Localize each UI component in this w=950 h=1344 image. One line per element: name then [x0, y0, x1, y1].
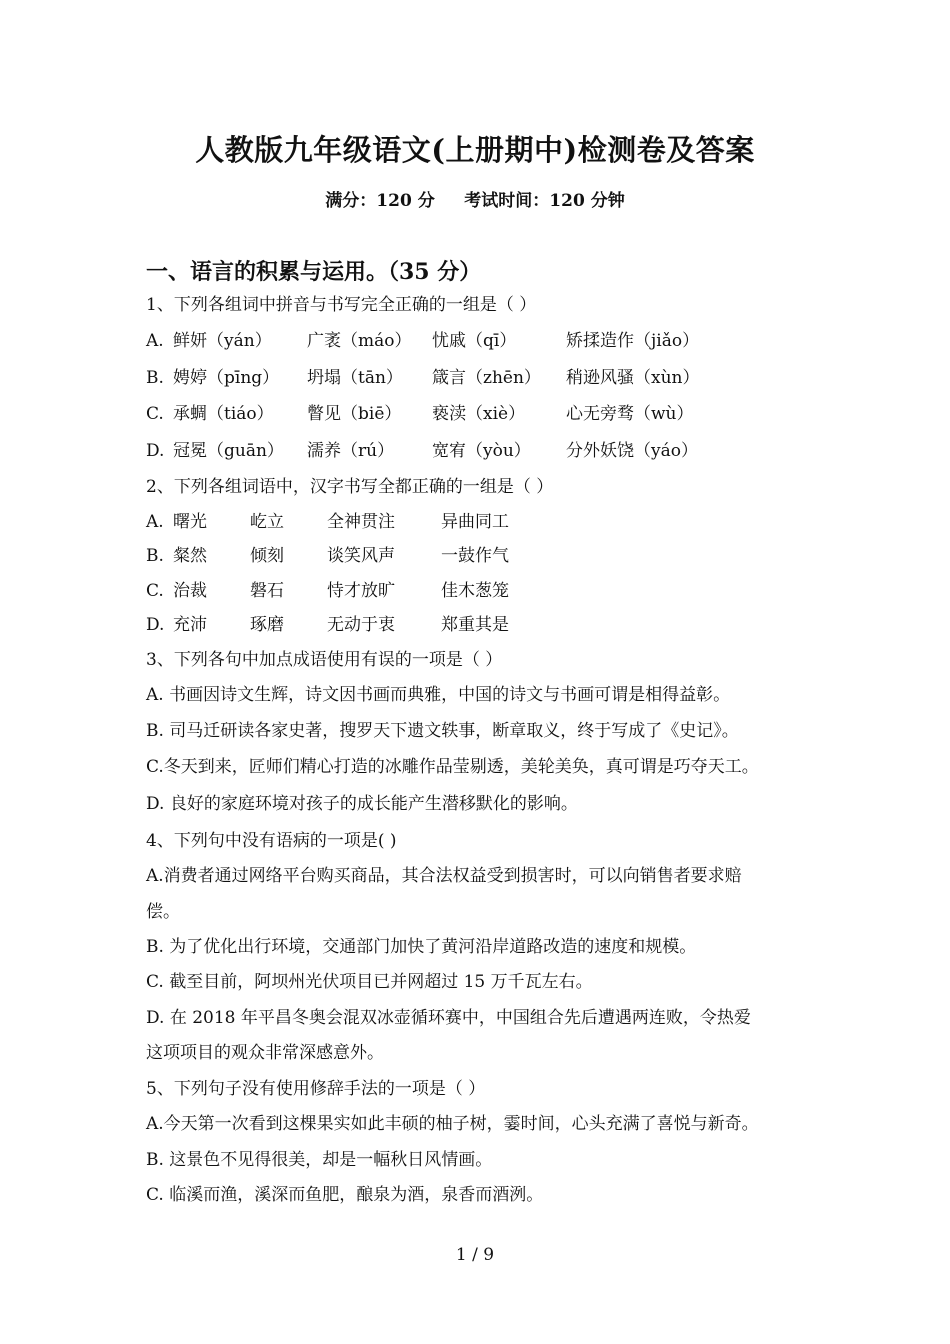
document-title: 人教版九年级语文(上册期中)检测卷及答案 — [195, 133, 755, 167]
q5-option-b: B. 这景色不见得很美，却是一幅秋日风情画。 — [146, 1150, 493, 1170]
option-item: 分外妖饶（yáo） — [566, 441, 698, 461]
q3-option-d: D. 良好的家庭环境对孩子的成长能产生潜移默化的影响。 — [146, 794, 578, 814]
question-4-stem: 4、下列句中没有语病的一项是( ) — [146, 831, 397, 851]
option-item: 曙光 — [173, 512, 207, 532]
q5-option-a: A.今天第一次看到这棵果实如此丰硕的柚子树，霎时间，心头充满了喜悦与新奇。 — [146, 1114, 759, 1134]
option-item: 恃才放旷 — [327, 581, 395, 601]
option-item: 谈笑风声 — [327, 546, 395, 566]
option-item: 磐石 — [250, 581, 284, 601]
option-label: B. — [146, 368, 164, 388]
option-item: 心无旁骛（wù） — [566, 404, 694, 424]
option-item: 鲜妍（yán） — [173, 331, 272, 351]
option-item: 粲然 — [173, 546, 207, 566]
question-2-stem: 2、下列各组词语中，汉字书写全都正确的一组是（ ） — [146, 477, 554, 497]
option-item: 濡养（rú） — [307, 441, 395, 461]
question-3-stem: 3、下列各句中加点成语使用有误的一项是（ ） — [146, 650, 503, 670]
option-label: D. — [146, 441, 165, 461]
q5-option-c: C. 临溪而渔，溪深而鱼肥，酿泉为酒，泉香而酒洌。 — [146, 1185, 544, 1205]
exam-info: 满分：120 分 考试时间：120 分钟 — [325, 191, 625, 211]
option-item: 琢磨 — [250, 615, 284, 635]
option-item: 瞥见（biē） — [307, 404, 402, 424]
option-item: 亵渎（xiè） — [432, 404, 526, 424]
option-label: C. — [146, 404, 164, 424]
q4-option-d-cont: 这项项目的观众非常深感意外。 — [146, 1043, 384, 1063]
option-label: A. — [146, 512, 164, 532]
option-item: 郑重其是 — [441, 615, 509, 635]
option-label: D. — [146, 615, 165, 635]
option-item: 佳木葱笼 — [441, 581, 509, 601]
option-item: 异曲同工 — [441, 512, 509, 532]
option-item: 宽宥（yòu） — [432, 441, 531, 461]
option-item: 治裁 — [173, 581, 207, 601]
section-heading: 一、语言的积累与运用。（35 分） — [146, 259, 482, 285]
option-label: B. — [146, 546, 164, 566]
option-item: 一鼓作气 — [441, 546, 509, 566]
option-item: 忧戚（qī） — [432, 331, 517, 351]
option-label: A. — [146, 331, 164, 351]
option-item: 承蜩（tiáo） — [173, 404, 274, 424]
q4-option-d: D. 在 2018 年平昌冬奥会混双冰壶循环赛中，中国组合先后遭遇两连败，令热爱 — [146, 1008, 751, 1028]
q4-option-c: C. 截至目前，阿坝州光伏项目已并网超过 15 万千瓦左右。 — [146, 972, 593, 992]
option-item: 广袤（máo） — [307, 331, 412, 351]
option-item: 无动于衷 — [327, 615, 395, 635]
option-item: 冠冕（guān） — [173, 441, 284, 461]
option-item: 箴言（zhēn） — [432, 368, 541, 388]
q3-option-b: B. 司马迁研读各家史著，搜罗天下遗文轶事，断章取义，终于写成了《史记》。 — [146, 721, 739, 741]
q3-option-c: C.冬天到来，匠师们精心打造的冰雕作品莹剔透，美轮美奂，真可谓是巧夺天工。 — [146, 757, 759, 777]
option-item: 屹立 — [250, 512, 284, 532]
option-item: 全神贯注 — [327, 512, 395, 532]
option-item: 矫揉造作（jiǎo） — [566, 331, 700, 351]
option-item: 充沛 — [173, 615, 207, 635]
q4-option-a-cont: 偿。 — [146, 902, 180, 922]
page-number: 1 / 9 — [455, 1245, 495, 1265]
option-item: 稍逊风骚（xùn） — [566, 368, 700, 388]
question-1-stem: 1、下列各组词中拼音与书写完全正确的一组是（ ） — [146, 295, 537, 315]
option-item: 倾刻 — [250, 546, 284, 566]
q4-option-a: A.消费者通过网络平台购买商品，其合法权益受到损害时，可以向销售者要求赔 — [146, 866, 742, 886]
q4-option-b: B. 为了优化出行环境，交通部门加快了黄河沿岸道路改造的速度和规模。 — [146, 937, 697, 957]
option-label: C. — [146, 581, 164, 601]
q3-option-a: A. 书画因诗文生辉，诗文因书画而典雅，中国的诗文与书画可谓是相得益彰。 — [146, 685, 731, 705]
question-5-stem: 5、下列句子没有使用修辞手法的一项是（ ） — [146, 1079, 486, 1099]
option-item: 坍塌（tān） — [307, 368, 403, 388]
option-item: 娉婷（pīng） — [173, 368, 280, 388]
